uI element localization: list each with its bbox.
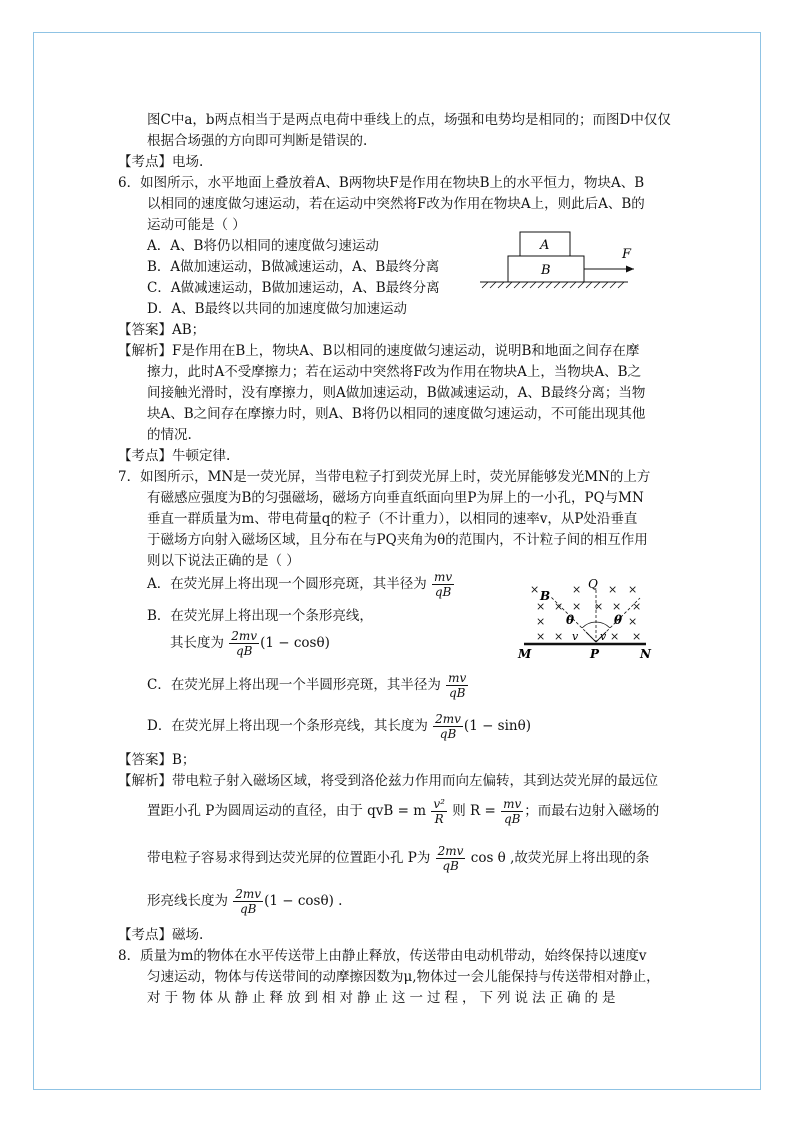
numerator: 2mv xyxy=(235,887,262,901)
cross-mark: × xyxy=(628,583,638,596)
angle-arc-left xyxy=(582,622,596,628)
point-p-label: P xyxy=(590,647,600,660)
text-line: 根据合场强的方向即可判断是错误的. xyxy=(147,133,368,149)
option-a-text: A．在荧光屏上将出现一个圆形亮斑，其半径为 xyxy=(147,576,427,592)
numerator: mv xyxy=(434,570,453,584)
denominator: qB xyxy=(439,727,457,741)
explanation-7: 【解析】带电粒子射入磁场区域，将受到洛伦兹力作用而向左偏转，其到达荧光屏的最远位 xyxy=(118,773,658,789)
question-7-stem: 于磁场方向射入磁场区域，且分布在与PQ夹角为θ的范围内，不计粒子间的相互作用 xyxy=(147,532,648,548)
option-a xyxy=(147,568,455,600)
cross-mark: × xyxy=(632,600,642,613)
denominator: qB xyxy=(448,686,466,700)
option-a: A．A、B将仍以相同的速度做匀速运动 xyxy=(147,238,379,254)
option-d: D．A、B最终以共同的加速度做匀加速运动 xyxy=(147,301,407,317)
fraction xyxy=(436,844,466,873)
fraction xyxy=(233,887,263,916)
question-6-stem: 运动可能是（ ） xyxy=(147,217,246,233)
fraction xyxy=(446,671,468,700)
explanation-6: 擦力，此时A不受摩擦力；若在运动中突然将F改为作用在物块A上，当物块A、B之 xyxy=(147,364,642,380)
fraction xyxy=(501,797,523,826)
numerator: 2mv xyxy=(435,712,461,726)
question-7-stem: 垂直一群质量为m、带电荷量q的粒子（不计重力），以相同的速率v，从P处沿垂直 xyxy=(147,511,638,527)
explanation-7-text: 形亮线长度为 xyxy=(147,893,228,909)
explanation-6: 间接触光滑时，没有摩擦力，则A做加速运动，B做减速运动，A、B最终分离；当物 xyxy=(147,385,646,401)
theta-label-left: θ xyxy=(566,613,575,627)
magnetic-field-diagram xyxy=(516,576,652,660)
point-q-label: Q xyxy=(588,577,598,591)
explanation-7-text: 则 R = xyxy=(452,803,496,819)
kaodian-label: 【考点】电场. xyxy=(118,154,204,170)
cross-mark: × xyxy=(612,600,622,613)
numerator: mv xyxy=(448,671,467,685)
text-line: 图C中a，b两点相当于是两点电荷中垂线上的点，场强和电势均是相同的；而图D中仅仅 xyxy=(147,112,671,128)
cross-mark: × xyxy=(536,615,546,628)
denominator: qB xyxy=(239,902,257,916)
force-label: F xyxy=(622,247,632,262)
cross-mark: × xyxy=(594,600,604,613)
cross-mark: × xyxy=(554,600,564,613)
denominator: R xyxy=(434,812,444,826)
cross-mark: × xyxy=(554,630,564,643)
option-c: C．A做减速运动，B做加速运动，A、B最终分离 xyxy=(147,280,440,296)
cross-mark: × xyxy=(572,583,582,596)
denominator: qB xyxy=(503,812,521,826)
option-d xyxy=(147,708,531,744)
question-8-stem: 8．质量为m的物体在水平传送带上由静止释放，传送带由电动机带动，始终保持以速度v xyxy=(118,948,647,964)
denominator: qB xyxy=(442,859,459,873)
fraction xyxy=(431,797,447,826)
explanation-7 xyxy=(147,838,649,878)
question-6-stem: 以相同的速度做匀速运动，若在运动中突然将F改为作用在物块A上，则此后A、B的 xyxy=(147,196,645,212)
explanation-7 xyxy=(147,881,342,921)
cross-mark: × xyxy=(530,583,540,596)
option-b-length xyxy=(170,625,330,661)
factor: (1 − cosθ) xyxy=(260,635,330,651)
explanation-7-text: 置距小孔 P为圆周运动的直径，由于 qvB = m xyxy=(147,803,427,819)
question-7-stem: 7．如图所示，MN是一荧光屏，当带电粒子打到荧光屏上时，荧光屏能够发光MN的上方 xyxy=(118,469,651,485)
velocity-label-right: v xyxy=(600,630,607,643)
fraction xyxy=(432,570,454,599)
explanation-6: 【解析】F是作用在B上，物块A、B以相同的速度做匀速运动，说明B和地面之间存在摩 xyxy=(118,343,640,359)
numerator: v² xyxy=(433,797,445,811)
explanation-7 xyxy=(147,791,659,831)
theta-label-right: θ xyxy=(614,613,623,627)
cross-mark: × xyxy=(632,630,642,643)
option-b-length-text: 其长度为 xyxy=(170,635,224,651)
question-6-stem: 6．如图所示，水平地面上叠放着A、B两物块F是作用在物块B上的水平恒力，物块A、B xyxy=(118,175,645,191)
explanation-7-text: ；而最右边射入磁场的 xyxy=(524,803,660,819)
block-a-label: A xyxy=(540,238,550,253)
explanation-7-text: cos θ ,故荧光屏上将出现的条 xyxy=(470,850,650,866)
denominator: qB xyxy=(434,585,452,599)
option-c xyxy=(147,668,469,702)
option-c-text: C．在荧光屏上将出现一个半圆形亮斑，其半径为 xyxy=(147,677,441,693)
cross-mark: × xyxy=(628,615,638,628)
explanation-6: 的情况. xyxy=(147,427,192,443)
block-b-label: B xyxy=(541,263,551,278)
ground-hatching xyxy=(482,282,624,288)
question-8-stem: 对于物体从静止释放到相对静止这一过程，下列说法正确的是 xyxy=(147,990,620,1006)
answer-6: 【答案】AB； xyxy=(118,322,206,338)
velocity-label-left: v xyxy=(572,630,579,643)
question-8-stem: 匀速运动，物体与传送带间的动摩擦因数为μ,物体过一会儿能保持与传送带相对静止， xyxy=(147,969,660,985)
answer-7: 【答案】B； xyxy=(118,752,196,768)
cross-mark: × xyxy=(610,630,620,643)
force-arrow-head xyxy=(626,266,634,273)
angle-arc-right xyxy=(596,622,610,628)
point-n-label: N xyxy=(640,647,651,660)
explanation-7-text: 带电粒子容易求得到达荧光屏的位置距小孔 P为 xyxy=(147,850,431,866)
field-label-b: B xyxy=(540,589,551,603)
explanation-6: 块A、B之间存在摩擦力时，则A、B将仍以相同的速度做匀速运动，不可能出现其他 xyxy=(147,406,646,422)
kaodian-label: 【考点】牛顿定律. xyxy=(118,448,231,464)
kaodian-label: 【考点】磁场. xyxy=(118,927,204,943)
cross-mark: × xyxy=(536,630,546,643)
numerator: 2mv xyxy=(231,629,258,643)
explanation-7-text: (1 − cosθ) . xyxy=(264,893,343,909)
cross-mark: × xyxy=(608,583,618,596)
factor: (1 − sinθ) xyxy=(463,718,532,734)
numerator: mv xyxy=(503,797,522,811)
question-7-stem: 则以下说法正确的是（ ） xyxy=(147,553,300,569)
velocity-arrow-left xyxy=(586,632,596,642)
fraction xyxy=(433,712,463,741)
numerator: 2mv xyxy=(437,844,464,858)
option-b: B．在荧光屏上将出现一个条形亮线， xyxy=(147,608,373,624)
question-7-stem: 有磁感应强度为B的匀强磁场，磁场方向垂直纸面向里P为屏上的一小孔，PQ与MN xyxy=(147,490,644,506)
cross-mark: × xyxy=(536,600,546,613)
option-d-text: D．在荧光屏上将出现一个条形亮线，其长度为 xyxy=(147,718,428,734)
cross-mark: × xyxy=(572,600,582,613)
fraction xyxy=(229,629,259,658)
denominator: qB xyxy=(235,644,253,658)
option-b: B．A做加速运动，B做减速运动，A、B最终分离 xyxy=(147,259,440,275)
block-force-diagram xyxy=(478,228,642,292)
point-m-label: M xyxy=(518,647,532,660)
